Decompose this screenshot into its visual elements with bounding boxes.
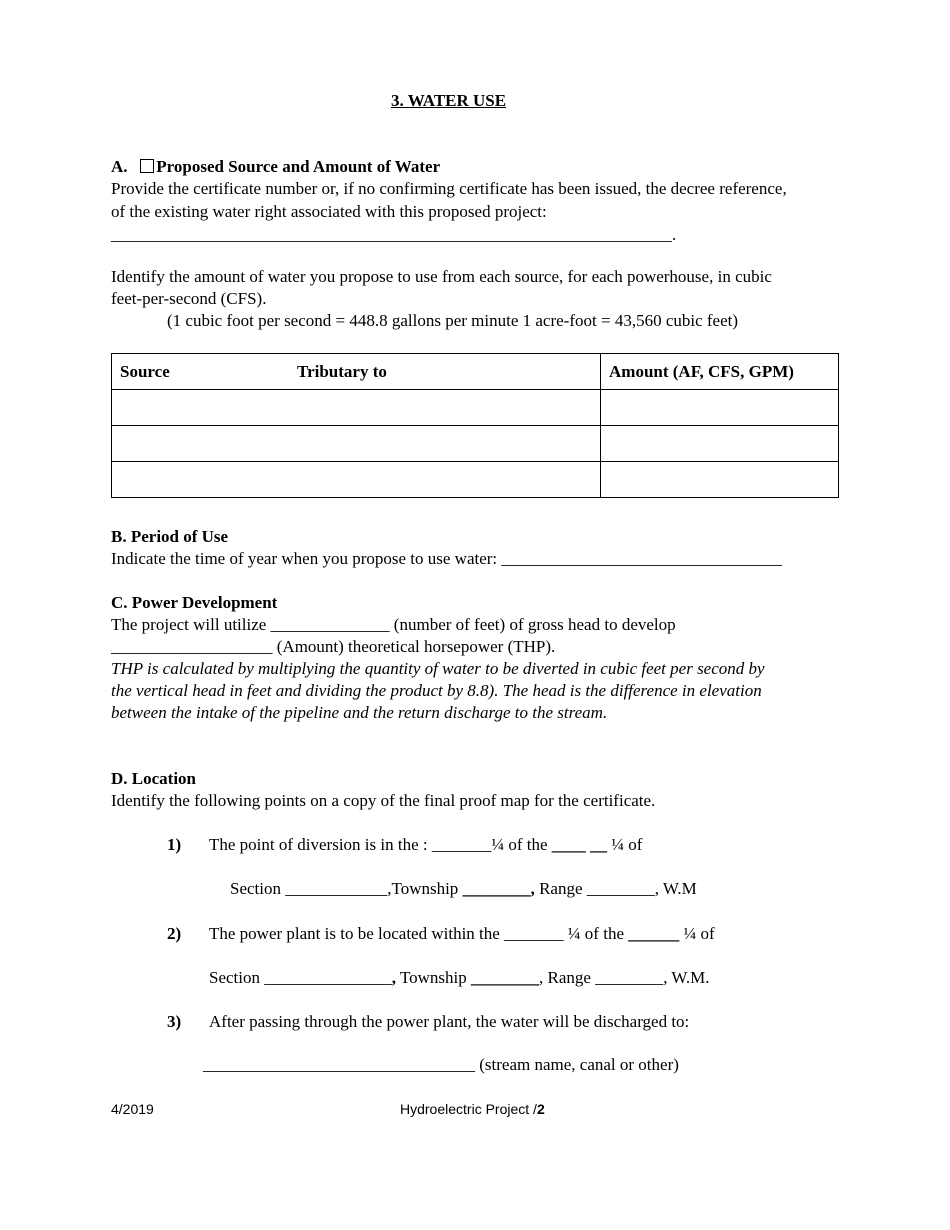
table-header-row	[112, 354, 839, 390]
amount-cell-2[interactable]	[601, 426, 839, 462]
source-cell-3[interactable]	[112, 462, 601, 498]
thp-note-line3: between the intake of the pipeline and the return discharge to the stream.	[111, 703, 608, 722]
item2-text-b: ______	[628, 924, 680, 943]
discharge-destination-field[interactable]: ________________________________ (stream name, canal or other)	[203, 1055, 679, 1074]
header-amount: Amount (AF, CFS, GPM)	[601, 354, 839, 390]
conversion-note: (1 cubic foot per second = 448.8 gallons per minute 1 acre-foot = 43,560 cubic feet)	[167, 311, 739, 330]
table-header-source-tributary	[112, 354, 601, 390]
table-row	[112, 426, 839, 462]
power-plant-section-field[interactable]	[209, 967, 710, 989]
section-a-heading	[111, 156, 440, 178]
section-a-para1-line2: of the existing water right associated with this proposed project:	[111, 202, 547, 221]
item2-text-c: ¼ of	[679, 924, 715, 943]
footer-project-name: Hydroelectric Project /	[400, 1101, 537, 1117]
item1-line2-a: Section ____________,Township	[230, 879, 463, 898]
section-a-label: A.	[111, 157, 128, 176]
footer-page-number: 2	[536, 1101, 545, 1117]
item2-line2-e: , Range ________, W.M.	[539, 968, 710, 987]
item-3-number: 3)	[167, 1012, 182, 1031]
power-plant-location-field[interactable]	[209, 923, 715, 945]
section-a-para2-line2: feet-per-second (CFS).	[111, 289, 267, 308]
item1-text-a: The point of diversion is in the : _______¼ of the	[209, 835, 552, 854]
diversion-section-field[interactable]	[230, 878, 697, 900]
source-cell-1[interactable]	[112, 390, 601, 426]
footer-date: 4/2019	[111, 1101, 154, 1117]
item-3-text: After passing through the power plant, the water will be discharged to:	[209, 1012, 690, 1031]
gross-head-field[interactable]: The project will utilize ______________ (number of feet) of gross head to develop	[111, 615, 676, 634]
section-d-heading: D. Location	[111, 769, 196, 788]
certificate-number-field[interactable]: __________________________________________________________________.	[111, 225, 677, 244]
period-of-use-field[interactable]: Indicate the time of year when you propose to use water: _________________________________	[111, 549, 782, 568]
section-a-para1-line1: Provide the certificate number or, if no confirming certificate has been issued, the decree reference,	[111, 179, 787, 198]
header-source: Source	[120, 361, 170, 381]
section-a-para2-line1: Identify the amount of water you propose to use from each source, for each powerhouse, in cubic	[111, 267, 772, 286]
proposed-source-checkbox[interactable]	[140, 159, 154, 173]
item2-line2-d: ________	[471, 968, 540, 987]
item2-line2-a: Section _______________	[209, 968, 392, 987]
amount-cell-1[interactable]	[601, 390, 839, 426]
thp-note-line2: the vertical head in feet and dividing the product by 8.8). The head is the difference in elevation	[111, 681, 762, 700]
section-b-heading: B. Period of Use	[111, 527, 229, 546]
horsepower-field[interactable]: ___________________ (Amount) theoretical horsepower (THP).	[111, 637, 556, 656]
diversion-point-field[interactable]	[209, 834, 642, 856]
table-row	[112, 390, 839, 426]
table-row	[112, 462, 839, 498]
item1-text-b: ____ __	[551, 835, 608, 854]
item1-line2-c: Range ________, W.M	[534, 879, 697, 898]
source-cell-2[interactable]	[112, 426, 601, 462]
thp-note-line1: THP is calculated by multiplying the quantity of water to be diverted in cubic feet per second by	[111, 659, 765, 678]
page-title: 3. WATER USE	[391, 91, 507, 110]
section-a-heading-text: Proposed Source and Amount of Water	[156, 157, 441, 176]
item-2-number: 2)	[167, 924, 182, 943]
item2-text-a: The power plant is to be located within the _______ ¼ of the	[209, 924, 629, 943]
item2-line2-b: ,	[391, 968, 396, 987]
header-tributary: Tributary to	[297, 361, 387, 381]
item1-text-c: ¼ of	[607, 835, 643, 854]
section-d-intro: Identify the following points on a copy of the final proof map for the certificate.	[111, 791, 656, 810]
water-source-table	[111, 353, 839, 498]
section-c-heading: C. Power Development	[111, 593, 278, 612]
item-1-number: 1)	[167, 835, 182, 854]
item1-line2-b: ________,	[462, 879, 535, 898]
item2-line2-c: Township	[396, 968, 472, 987]
amount-cell-3[interactable]	[601, 462, 839, 498]
footer-project	[400, 1098, 545, 1120]
